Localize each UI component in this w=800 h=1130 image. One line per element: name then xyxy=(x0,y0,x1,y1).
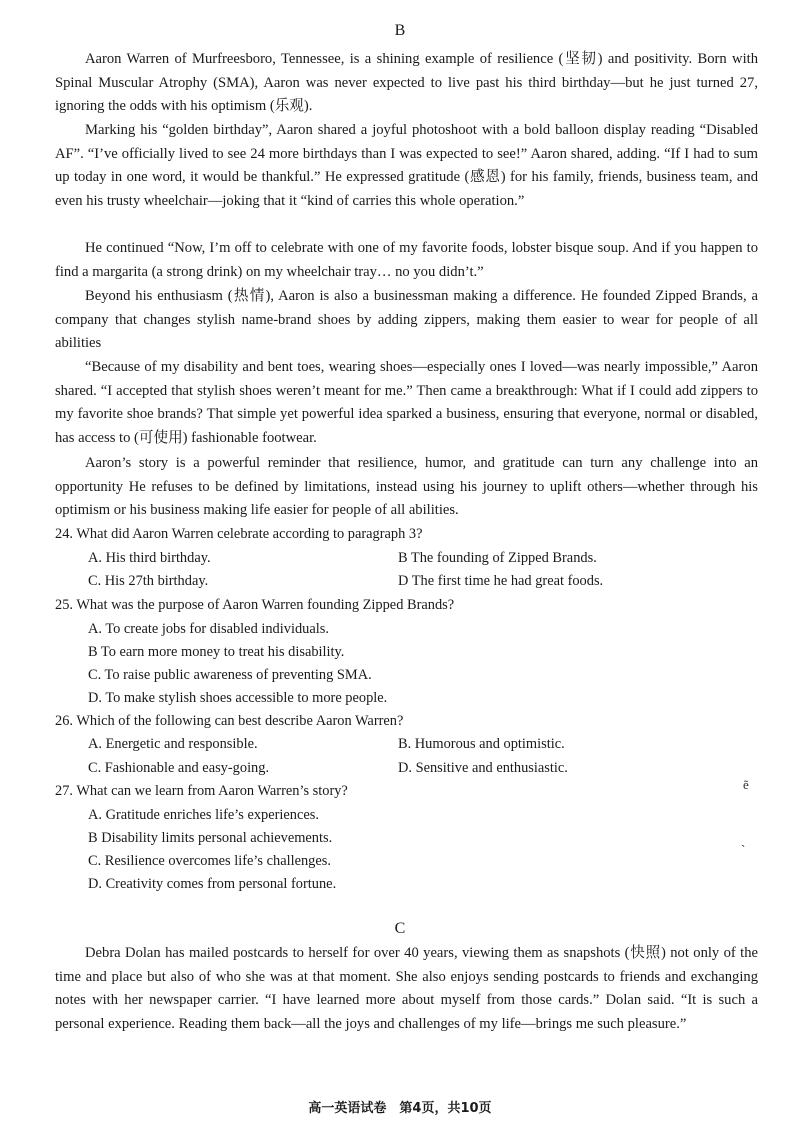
question-25-stem: 25. What was the purpose of Aaron Warren founding Zipped Brands? xyxy=(55,597,455,613)
section-c-title: C xyxy=(394,920,406,937)
question-25-option-c: C. To raise public awareness of preventing SMA. xyxy=(88,667,372,683)
stray-pen-tick: ˋ xyxy=(741,842,746,857)
passage-b-paragraph-6: Aaron’s story is a powerful reminder that resilience, humor, and gratitude can turn any challenge into an opportunity He refuses to be defined by limitations, instead using his journey to uplift others—whether through his optimism or his business making life easier for people of all abilities. xyxy=(55,455,758,518)
question-25-option-b: B To earn more money to treat his disability. xyxy=(88,644,345,660)
question-27-option-c: C. Resilience overcomes life’s challenges. xyxy=(88,853,331,869)
passage-b-paragraph-3: He continued “Now, I’m off to celebrate with one of my favorite foods, lobster bisque soup. And if you happen to find a margarita (a strong drink) on my wheelchair tray… no you didn’t.” xyxy=(55,240,758,280)
question-27-option-a: A. Gratitude enriches life’s experiences. xyxy=(88,807,319,823)
question-26-option-b: B. Humorous and optimistic. xyxy=(398,736,565,752)
page-footer: 高一英语试卷 第4页，共10页 xyxy=(308,1101,492,1116)
passage-b-paragraph-1: Aaron Warren of Murfreesboro, Tennessee, is a shining example of resilience (坚韧) and positivity. Born with Spinal Muscular Atrophy (SMA), Aaron was never expected to live past his third birthday—but he just turned 27, ignoring the odds with his optimism (乐观). xyxy=(55,51,758,114)
question-24-stem: 24. What did Aaron Warren celebrate according to paragraph 3? xyxy=(55,526,423,542)
question-24-option-b: B The founding of Zipped Brands. xyxy=(398,550,597,566)
question-26-option-a: A. Energetic and responsible. xyxy=(88,736,258,752)
question-26-option-d: D. Sensitive and enthusiastic. xyxy=(398,760,568,776)
passage-b-paragraph-5: “Because of my disability and bent toes, wearing shoes—especially ones I loved—was nearly impossible,” Aaron shared. “I accepted that stylish shoes weren’t meant for me.” Then came a breakthrough: What if I could add zippers to my favorite shoe brands? That simple yet powerful idea sparked a business, ensuring that everyone, normal or disabled, has access to (可使用) fashionable footwear. xyxy=(55,359,758,446)
question-24-option-a: A. His third birthday. xyxy=(88,550,211,566)
passage-b-paragraph-2: Marking his “golden birthday”, Aaron shared a joyful photoshoot with a bold balloon display reading “Disabled AF”. “I’ve officially lived to see 24 more birthdays than I was expected to see!” Aaron shared, adding. “If I had to sum up today in one word, it would be thankful.” He expressed gratitude (感恩) for his family, friends, business team, and even his trusty wheelchair—joking that it “kind of carries this whole operation.” xyxy=(55,122,758,209)
stray-pen-mark: ẽ xyxy=(743,777,749,792)
question-27-option-b: B Disability limits personal achievements. xyxy=(88,830,333,846)
question-24-option-d: D The first time he had great foods. xyxy=(398,573,604,589)
question-25-option-d: D. To make stylish shoes accessible to more people. xyxy=(88,690,388,706)
passage-b-paragraph-4: Beyond his enthusiasm (热情), Aaron is also a businessman making a difference. He founded Zipped Brands, a company that changes stylish name-brand shoes by adding zippers, making them easier to wear for people of all abilities xyxy=(55,288,758,351)
question-24-option-c: C. His 27th birthday. xyxy=(88,573,209,589)
question-26-stem: 26. Which of the following can best describe Aaron Warren? xyxy=(55,713,404,729)
question-26-option-c: C. Fashionable and easy-going. xyxy=(88,760,270,776)
question-25-option-a: A. To create jobs for disabled individuals. xyxy=(88,621,329,637)
question-27-option-d: D. Creativity comes from personal fortune. xyxy=(88,876,337,892)
passage-c-paragraph-1: Debra Dolan has mailed postcards to herself for over 40 years, viewing them as snapshots (快照) not only of the time and place but also of who she was at that moment. She also enjoys sending postcards to friends and exchanging notes with her newspaper carrier. “I have learned more about myself from those cards.” Dolan said. “It is such a personal experience. Reading them back—all the joys and challenges of my life—brings me such pleasure.” xyxy=(55,945,758,1032)
question-27-stem: 27. What can we learn from Aaron Warren’s story? xyxy=(55,783,348,799)
section-b-title: B xyxy=(394,22,406,39)
